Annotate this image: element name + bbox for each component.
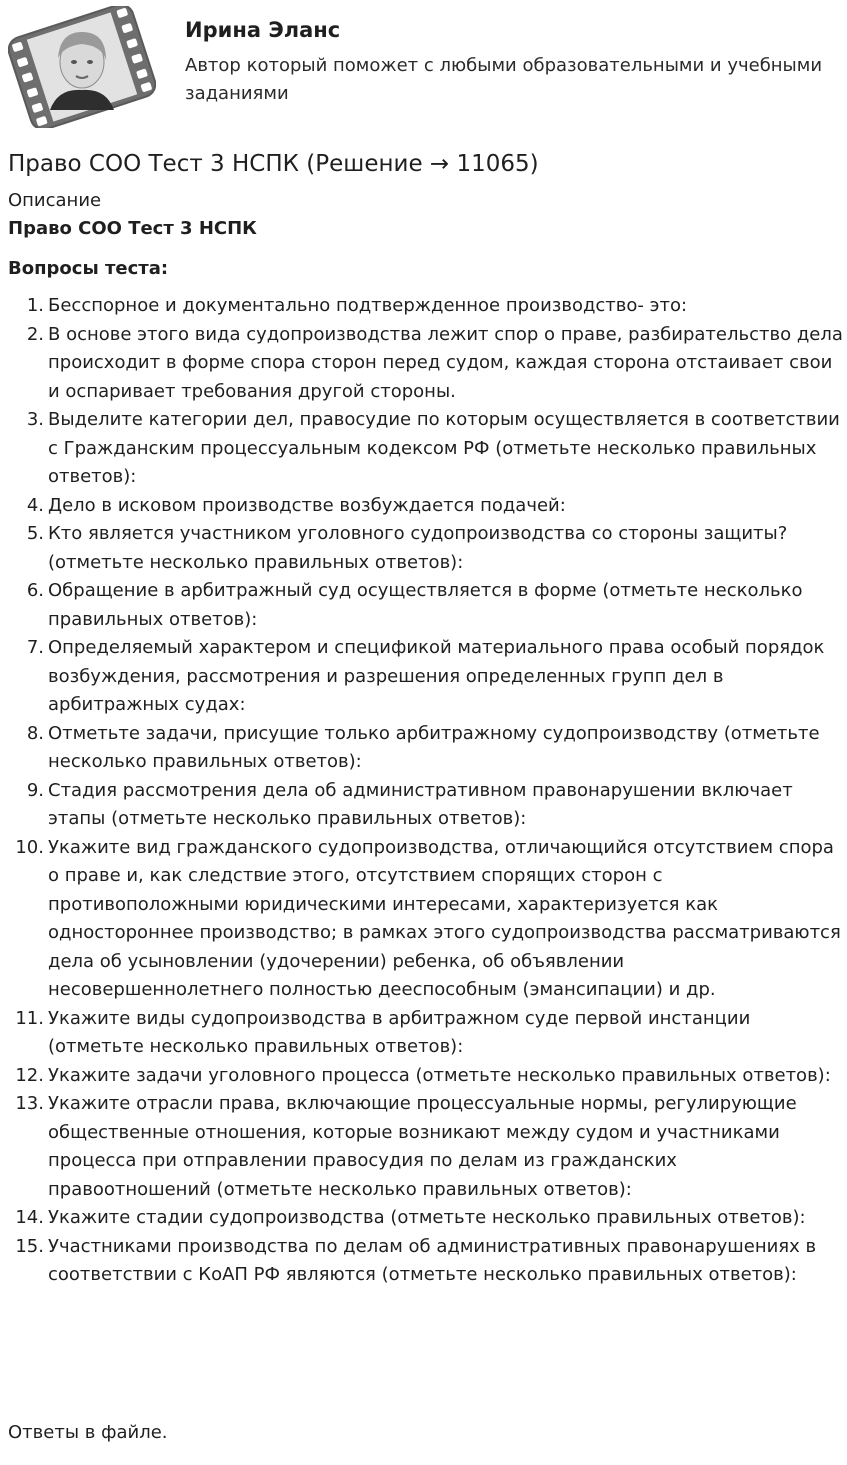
question-item (8, 321, 844, 407)
question-text: Укажите вид гражданского судопроизводства, отличающийся отсутствием спора о праве и, как следствие этого, отсутствием спорящих сторон с противоположными юридическими интересами, характеризуется как одностороннее производство; в рамках этого судопроизводства рассматриваются дела об усыновлении (удочерении) ребенка, об объявлении несовершеннолетнего полностью дееспособным (эмансипации) и др. (48, 836, 841, 1000)
question-item (8, 1062, 844, 1091)
question-text: В основе этого вида судопроизводства лежит спор о праве, разбирательство дела происходит в форме спора сторон перед судом, каждая сторона отстаивает свои и оспаривает требования другой стороны. (48, 323, 843, 402)
answers-note: Ответы в файле. (8, 1422, 168, 1443)
question-text: Отметьте задачи, присущие только арбитражному судопроизводству (отметьте несколько правильных ответов): (48, 722, 820, 772)
question-text: Определяемый характером и спецификой материального права особый порядок возбуждения, рассмотрения и разрешения определенных групп дел в арбитражных судах: (48, 637, 825, 715)
question-text: Кто является участником уголовного судопроизводства со стороны защиты? (отметьте несколько правильных ответов): (48, 523, 788, 573)
question-text: Укажите отрасли права, включающие процессуальные нормы, регулирующие общественные отношения, которые возникают между судом и участниками процесса при отправлении правосудия по делам из гражданских правоотношений (отметьте несколько правильных ответов): (48, 1093, 797, 1200)
questions-heading: Вопросы теста: (8, 258, 169, 279)
question-number: 4. (26, 494, 44, 516)
author-description: Автор который поможет с любыми образовательными и учебными заданиями (185, 55, 823, 104)
question-item (8, 1090, 844, 1204)
question-item (8, 777, 844, 834)
page-title: Право СОО Тест 3 НСПК (Решение → 11065) (8, 151, 539, 177)
question-number: 3. (26, 409, 44, 430)
question-text: Укажите виды судопроизводства в арбитражном суде первой инстанции (отметьте несколько правильных ответов): (48, 1007, 751, 1057)
question-text: Укажите стадии судопроизводства (отметьте несколько правильных ответов): (48, 1207, 806, 1228)
question-number: 13. (15, 1093, 44, 1114)
author-avatar[interactable] (8, 6, 156, 128)
question-text: Дело в исковом производстве возбуждается подачей: (48, 494, 566, 516)
question-item (8, 1233, 844, 1290)
question-item (8, 634, 844, 720)
author-name[interactable]: Ирина Эланс (185, 18, 341, 42)
question-text: Укажите задачи уголовного процесса (отметьте несколько правильных ответов): (48, 1064, 831, 1086)
question-text: Обращение в арбитражный суд осуществляется в форме (отметьте несколько правильных ответов): (48, 580, 803, 630)
question-number: 15. (15, 1235, 44, 1257)
question-item (8, 492, 844, 521)
question-text: Бесспорное и документально подтвержденное производство- это: (48, 295, 688, 316)
questions-list (8, 292, 844, 1290)
document-subtitle: Право СОО Тест 3 НСПК (8, 218, 257, 239)
question-item (8, 834, 844, 1005)
question-item (8, 406, 844, 492)
question-number: 1. (26, 295, 44, 316)
question-number: 8. (26, 722, 44, 744)
question-number: 5. (26, 523, 44, 544)
author-card (8, 6, 839, 128)
question-number: 12. (15, 1064, 44, 1086)
question-item (8, 1005, 844, 1062)
question-number: 7. (26, 637, 44, 658)
question-text: Стадия рассмотрения дела об административном правонарушении включает этапы (отметьте несколько правильных ответов): (48, 779, 793, 829)
question-number: 14. (15, 1207, 44, 1228)
question-number: 11. (15, 1007, 44, 1029)
question-number: 6. (26, 580, 44, 601)
question-item (8, 520, 844, 577)
question-text: Выделите категории дел, правосудие по которым осуществляется в соответствии с Гражданским процессуальным кодексом РФ (отметьте несколько правильных ответов): (48, 409, 840, 487)
question-text: Участниками производства по делам об административных правонарушениях в соответствии с КоАП РФ являются (отметьте несколько правильных ответов): (48, 1235, 817, 1285)
question-item (8, 292, 844, 321)
question-item (8, 720, 844, 777)
description-label: Описание (8, 190, 102, 211)
question-number: 10. (15, 836, 44, 858)
question-item (8, 577, 844, 634)
question-number: 2. (26, 323, 44, 345)
question-number: 9. (26, 779, 44, 801)
question-item (8, 1204, 844, 1233)
